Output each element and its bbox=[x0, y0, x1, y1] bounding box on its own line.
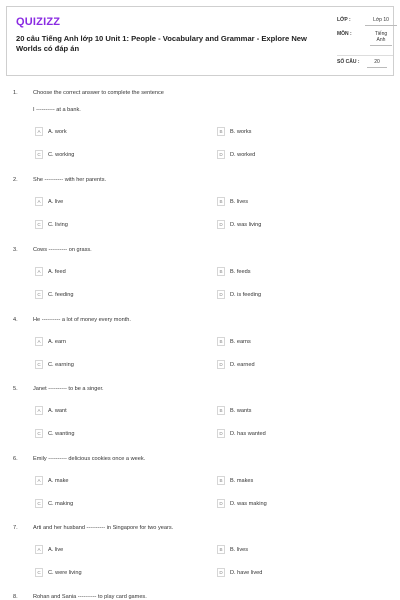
option-text: A. work bbox=[48, 129, 67, 135]
option-text: B. lives bbox=[230, 199, 249, 205]
question-number: 2. bbox=[13, 177, 18, 183]
option-text: A. want bbox=[48, 408, 67, 414]
question-number: 4. bbox=[13, 317, 18, 323]
option-letter-c: C bbox=[35, 568, 43, 577]
question-text: Emily ---------- delicious cookies once a week. bbox=[33, 456, 146, 462]
question-number: 6. bbox=[13, 456, 18, 462]
question-number: 1. bbox=[13, 90, 18, 96]
option-text: A. live bbox=[48, 199, 64, 205]
option-letter-b: B bbox=[217, 267, 225, 276]
question-text: Rohan and Sania ---------- to play card games. bbox=[33, 594, 147, 600]
question-text: Choose the correct answer to complete the sentence bbox=[33, 90, 164, 96]
option-text: A. make bbox=[48, 478, 69, 484]
option-letter-a: A bbox=[35, 267, 43, 276]
count-label: SỐ CÂU : bbox=[337, 59, 360, 65]
grade-label: LỚP : bbox=[337, 17, 351, 23]
option-letter-b: B bbox=[217, 545, 225, 554]
quizizz-logo: QUIZIZZ bbox=[16, 16, 61, 28]
option-letter-d: D bbox=[217, 499, 225, 508]
count-value: 20 bbox=[367, 59, 387, 68]
option-letter-a: A bbox=[35, 545, 43, 554]
option-text: C. working bbox=[48, 152, 75, 158]
option-text: C. feeding bbox=[48, 292, 74, 298]
option-letter-b: B bbox=[217, 476, 225, 485]
option-letter-c: C bbox=[35, 220, 43, 229]
option-text: B. feeds bbox=[230, 269, 251, 275]
option-letter-d: D bbox=[217, 150, 225, 159]
subject-label: MÔN : bbox=[337, 31, 352, 37]
question-text: He ---------- a lot of money every month. bbox=[33, 317, 131, 323]
question-text: Janet ---------- to be a singer. bbox=[33, 386, 104, 392]
option-letter-d: D bbox=[217, 568, 225, 577]
question-text: She ---------- with her parents. bbox=[33, 177, 107, 183]
option-letter-c: C bbox=[35, 290, 43, 299]
option-letter-c: C bbox=[35, 150, 43, 159]
option-text: B. earns bbox=[230, 339, 251, 345]
option-text: D. was making bbox=[230, 501, 267, 507]
option-letter-b: B bbox=[217, 406, 225, 415]
option-letter-a: A bbox=[35, 197, 43, 206]
option-text: B. works bbox=[230, 129, 252, 135]
option-text: B. lives bbox=[230, 547, 249, 553]
option-text: C. were living bbox=[48, 570, 82, 576]
option-letter-b: B bbox=[217, 197, 225, 206]
option-text: A. earn bbox=[48, 339, 67, 345]
question-number: 8. bbox=[13, 594, 18, 600]
worksheet-title: 20 câu Tiếng Anh lớp 10 Unit 1: People - Vocabulary and Grammar - Explore New Worlds có đáp án bbox=[16, 34, 307, 53]
option-letter-a: A bbox=[35, 337, 43, 346]
option-letter-d: D bbox=[217, 290, 225, 299]
question-number: 7. bbox=[13, 525, 18, 531]
option-letter-b: B bbox=[217, 337, 225, 346]
option-letter-a: A bbox=[35, 127, 43, 136]
option-letter-a: A bbox=[35, 476, 43, 485]
question-text: Cows ---------- on grass. bbox=[33, 247, 92, 253]
option-text: B. wants bbox=[230, 408, 252, 414]
option-letter-d: D bbox=[217, 429, 225, 438]
question-number: 5. bbox=[13, 386, 18, 392]
option-letter-c: C bbox=[35, 360, 43, 369]
option-text: B. makes bbox=[230, 478, 254, 484]
option-text: C. making bbox=[48, 501, 74, 507]
option-letter-a: A bbox=[35, 406, 43, 415]
option-text: D. worked bbox=[230, 152, 256, 158]
option-text: D. earned bbox=[230, 362, 255, 368]
question-text: Arti and her husband ---------- in Singapore for two years. bbox=[33, 525, 174, 531]
option-text: A. feed bbox=[48, 269, 66, 275]
option-letter-d: D bbox=[217, 220, 225, 229]
option-text: D. was living bbox=[230, 222, 262, 228]
option-letter-c: C bbox=[35, 499, 43, 508]
worksheet-header bbox=[6, 6, 394, 76]
option-text: A. live bbox=[48, 547, 64, 553]
subject-value: Tiếng Anh bbox=[370, 31, 392, 46]
question-number: 3. bbox=[13, 247, 18, 253]
option-letter-c: C bbox=[35, 429, 43, 438]
option-text: D. have lived bbox=[230, 570, 263, 576]
option-text: D. is feeding bbox=[230, 292, 262, 298]
grade-value: Lớp 10 bbox=[365, 17, 397, 26]
question-sentence: I ---------- at a bank. bbox=[33, 107, 81, 113]
option-letter-d: D bbox=[217, 360, 225, 369]
option-text: C. living bbox=[48, 222, 68, 228]
option-text: D. has wanted bbox=[230, 431, 266, 437]
option-letter-b: B bbox=[217, 127, 225, 136]
option-text: C. wanting bbox=[48, 431, 75, 437]
option-text: C. earning bbox=[48, 362, 74, 368]
header-divider bbox=[337, 55, 393, 56]
